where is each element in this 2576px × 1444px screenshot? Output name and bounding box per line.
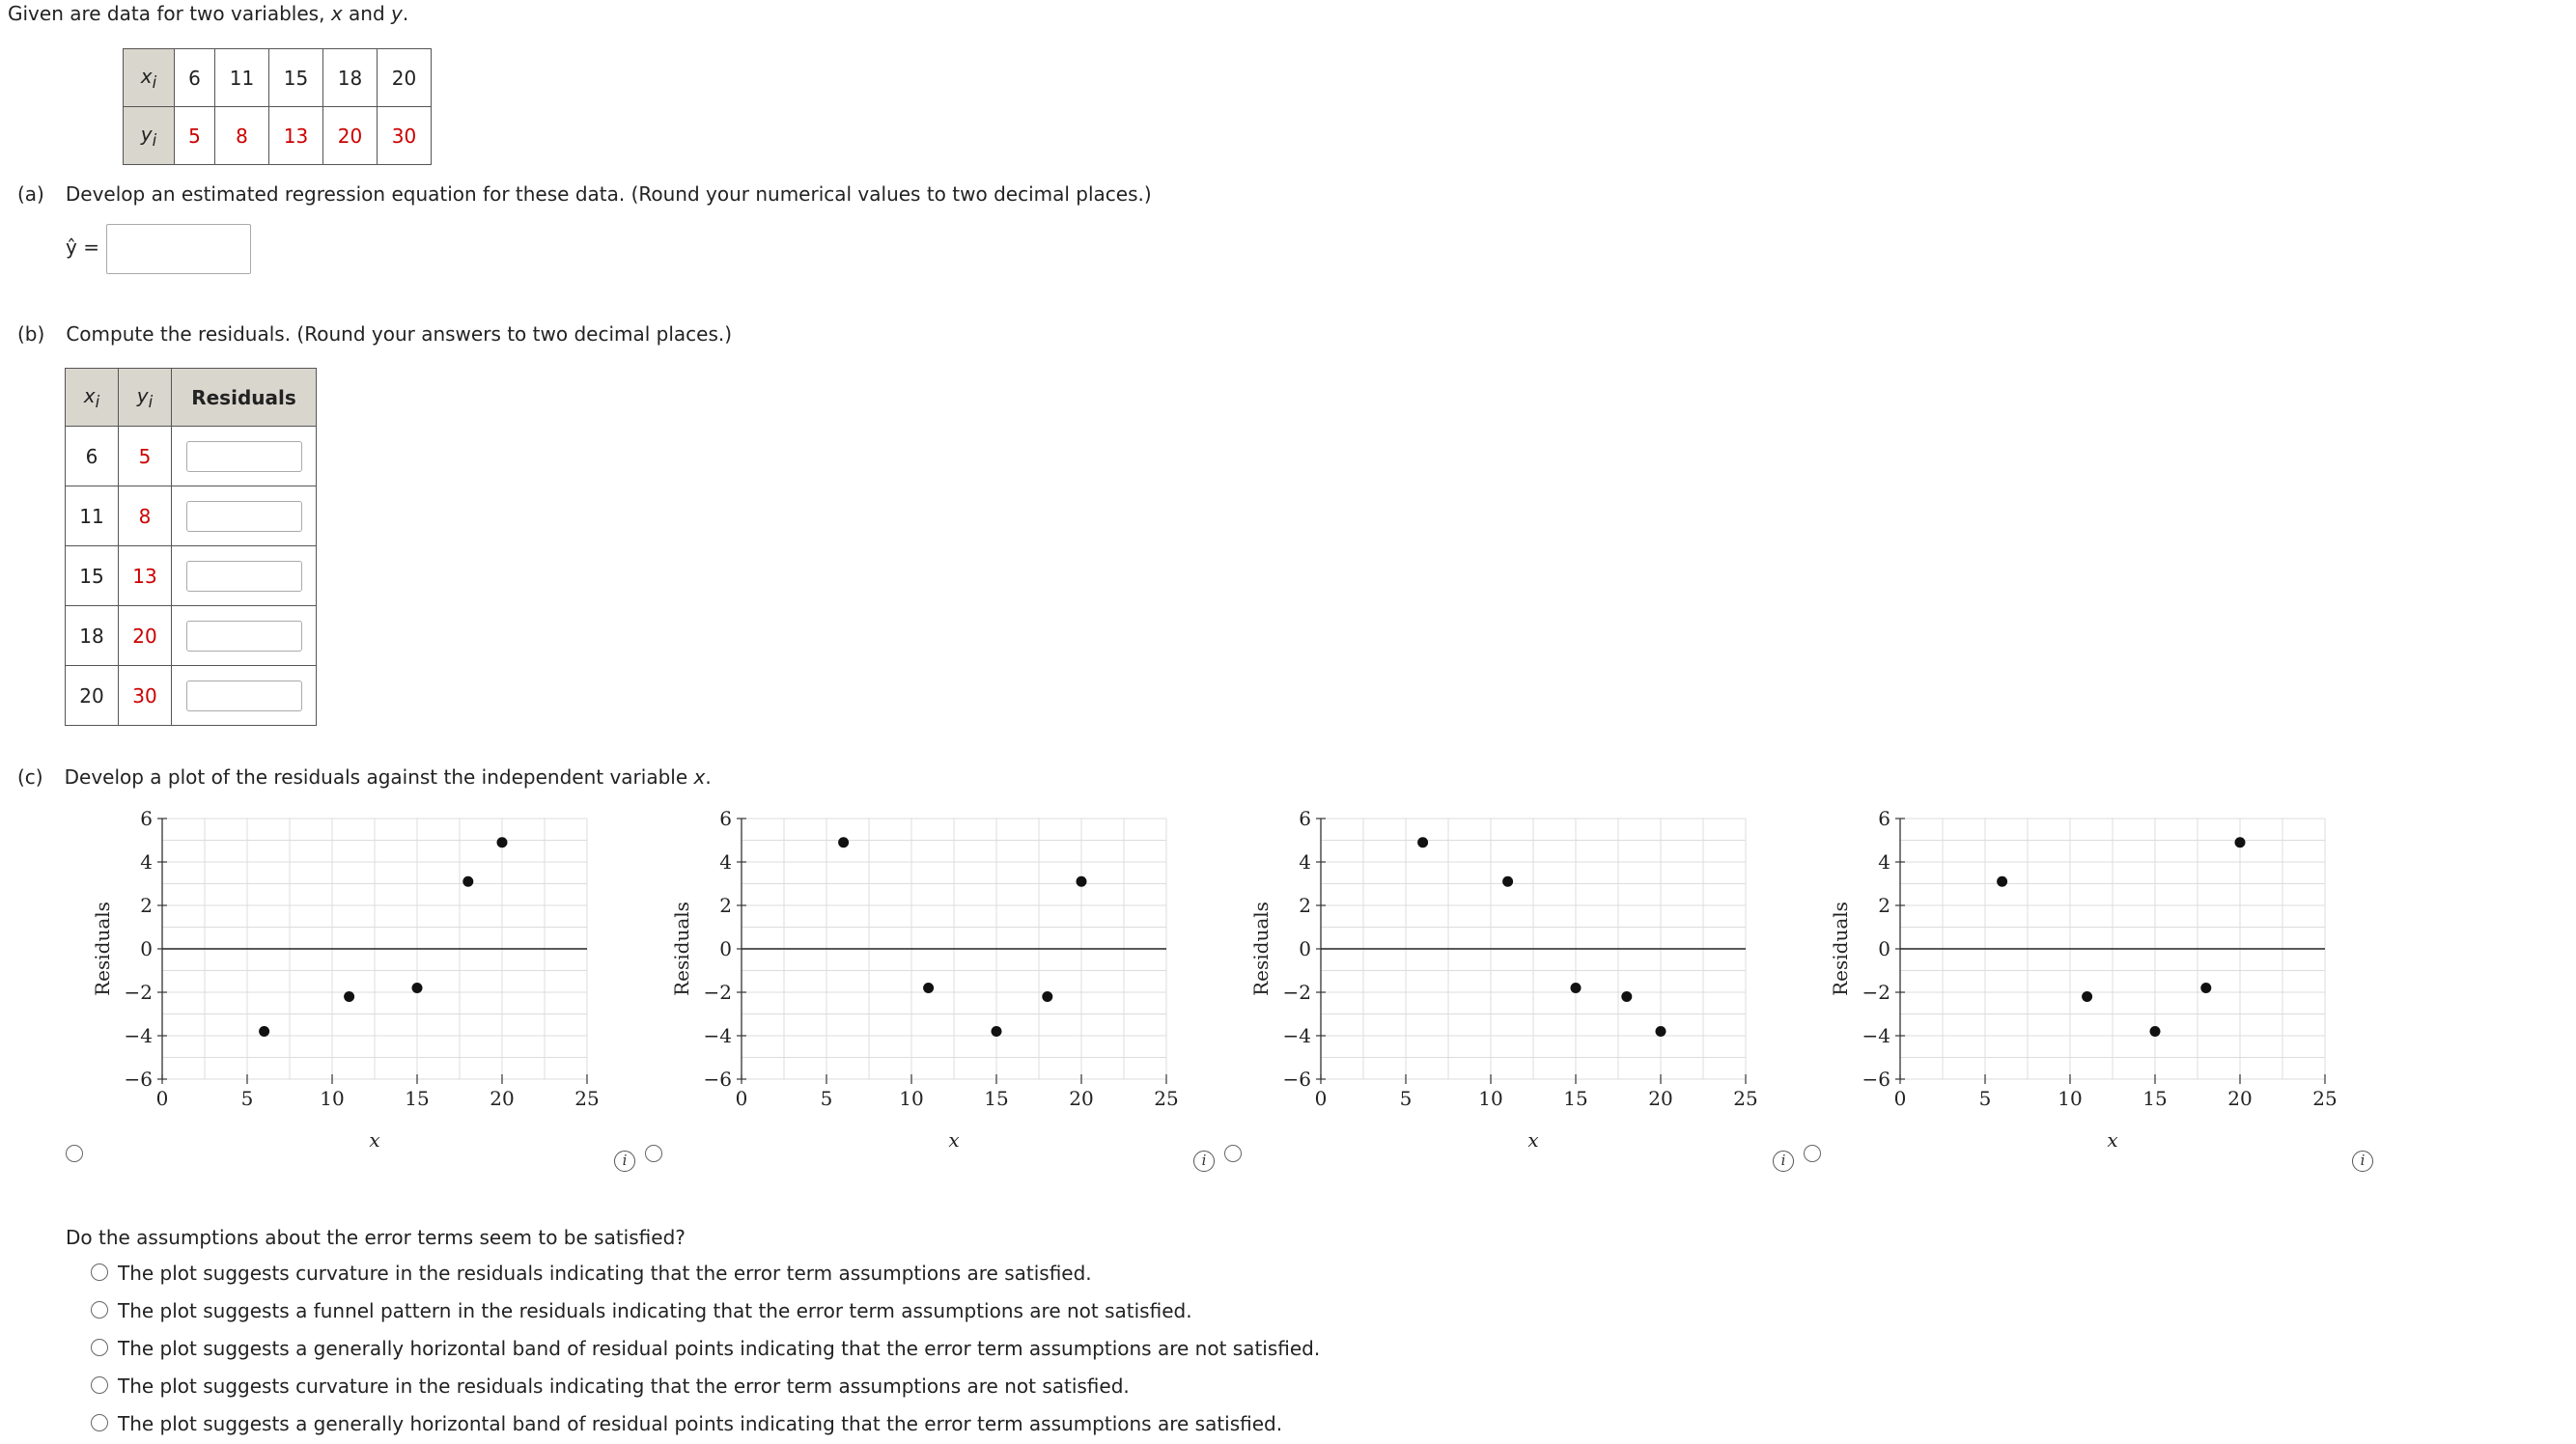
data-point — [2150, 1026, 2161, 1037]
y-tick-label: 2 — [719, 894, 732, 917]
x-value: 18 — [323, 49, 378, 107]
data-point — [497, 837, 508, 847]
y-value: 30 — [378, 107, 432, 165]
y-header: $y_i$ — [124, 107, 175, 165]
data-point — [2082, 991, 2092, 1002]
x-value: 15 — [269, 49, 323, 107]
table-row — [66, 486, 317, 546]
table-row — [66, 606, 317, 666]
data-point — [1417, 837, 1428, 847]
data-point — [2235, 837, 2246, 847]
x-value: 20 — [66, 666, 119, 726]
residuals-col-header: Residuals — [172, 369, 317, 427]
data-point — [838, 837, 849, 847]
x-tick-label: 20 — [1069, 1087, 1094, 1110]
info-icon[interactable]: i — [2352, 1151, 2373, 1172]
residual-plot-4 — [1815, 809, 2356, 1166]
y-tick-label: 2 — [1878, 894, 1890, 917]
x-tick-label: 25 — [574, 1087, 600, 1110]
y-tick-label: 0 — [140, 937, 153, 960]
answer-option-label[interactable]: The plot suggests curvature in the residuals indicating that the error term assumptions are satisfied. — [118, 1262, 1092, 1285]
table-row — [66, 666, 317, 726]
y-tick-label: 6 — [1878, 807, 1890, 830]
y-value: 20 — [323, 107, 378, 165]
info-icon[interactable]: i — [1773, 1151, 1794, 1172]
data-point — [259, 1026, 269, 1037]
y-tick-label: 4 — [1299, 850, 1311, 874]
residual-plot-1 — [77, 809, 618, 1166]
y-tick-label: 6 — [140, 807, 153, 830]
table-row — [66, 427, 317, 486]
answer-option-radio-1[interactable] — [91, 1264, 108, 1281]
y-tick-label: −6 — [703, 1068, 732, 1091]
x-tick-label: 25 — [1154, 1087, 1179, 1110]
data-point — [2200, 983, 2211, 993]
data-point — [1656, 1026, 1666, 1037]
x-value: 11 — [215, 49, 269, 107]
y-value: 13 — [269, 107, 323, 165]
data-point — [1502, 876, 1513, 887]
y-tick-label: 2 — [140, 894, 153, 917]
x-tick-label: 5 — [820, 1087, 833, 1110]
y-tick-label: −2 — [1862, 981, 1890, 1004]
data-point — [1621, 991, 1632, 1002]
y-value: 8 — [119, 486, 172, 546]
part-a-prompt: (a) Develop an estimated regression equation for these data. (Round your numerical values to two decimal places.) — [17, 182, 1152, 206]
data-point — [1042, 991, 1052, 1002]
data-table — [123, 48, 432, 165]
y-tick-label: −4 — [1282, 1024, 1311, 1047]
y-axis-label: Residuals — [91, 902, 114, 996]
y-tick-label: 0 — [1299, 937, 1311, 960]
residual-input[interactable] — [186, 561, 302, 592]
x-tick-label: 10 — [320, 1087, 345, 1110]
data-point — [992, 1026, 1002, 1037]
y-tick-label: −2 — [1282, 981, 1311, 1004]
part-c-prompt: (c) Develop a plot of the residuals against the independent variable x. — [17, 765, 712, 789]
residual-input[interactable] — [186, 680, 302, 711]
data-point — [412, 983, 423, 993]
y-tick-label: 6 — [1299, 807, 1311, 830]
x-tick-label: 20 — [490, 1087, 515, 1110]
data-point — [344, 991, 354, 1002]
x-value: 11 — [66, 486, 119, 546]
y-value: 8 — [215, 107, 269, 165]
x-value: 18 — [66, 606, 119, 666]
residual-plot-3 — [1236, 809, 1777, 1166]
y-axis-label: Residuals — [1249, 902, 1273, 996]
part-b-prompt: (b) Compute the residuals. (Round your answers to two decimal places.) — [17, 322, 733, 346]
residual-input[interactable] — [186, 621, 302, 652]
residual-plot-2 — [657, 809, 1197, 1166]
x-tick-label: 0 — [155, 1087, 169, 1110]
y-axis-label: Residuals — [670, 902, 693, 996]
regression-equation-input[interactable] — [106, 224, 251, 274]
x-tick-label: 10 — [899, 1087, 924, 1110]
answer-option-radio-2[interactable] — [91, 1301, 108, 1319]
residuals-table — [65, 368, 317, 726]
y-axis-label: Residuals — [1829, 902, 1852, 996]
data-point — [923, 983, 934, 993]
data-point — [462, 876, 473, 887]
x-tick-label: 5 — [1399, 1087, 1413, 1110]
y-tick-label: 4 — [1878, 850, 1890, 874]
y-tick-label: −4 — [703, 1024, 732, 1047]
y-tick-label: 2 — [1299, 894, 1311, 917]
y-tick-label: −6 — [1282, 1068, 1311, 1091]
y-value: 5 — [119, 427, 172, 486]
y-tick-label: 0 — [1878, 937, 1890, 960]
x-tick-label: 5 — [1978, 1087, 1992, 1110]
y-tick-label: −2 — [124, 981, 153, 1004]
x-header: $x_i$ — [124, 49, 175, 107]
x-tick-label: 0 — [735, 1087, 748, 1110]
x-axis-label: x — [2107, 1128, 2118, 1152]
x-tick-label: 0 — [1893, 1087, 1907, 1110]
y-tick-label: 4 — [140, 850, 153, 874]
y-tick-label: −6 — [1862, 1068, 1890, 1091]
answer-option-label[interactable]: The plot suggests a generally horizontal band of residual points indicating that the error term assumptions are satisfied. — [118, 1412, 1283, 1435]
y-tick-label: −2 — [703, 981, 732, 1004]
y-tick-label: −6 — [124, 1068, 153, 1091]
x-value: 6 — [66, 427, 119, 486]
x-tick-label: 20 — [2227, 1087, 2253, 1110]
assumptions-question: Do the assumptions about the error terms seem to be satisfied? — [66, 1226, 686, 1249]
x-tick-label: 15 — [1563, 1087, 1588, 1110]
x-axis-label: x — [369, 1128, 380, 1152]
x-tick-label: 0 — [1314, 1087, 1328, 1110]
x-tick-label: 20 — [1648, 1087, 1673, 1110]
answer-option-radio-4[interactable] — [91, 1376, 108, 1394]
x-value: 20 — [378, 49, 432, 107]
x-tick-label: 15 — [2142, 1087, 2168, 1110]
x-tick-label: 25 — [1733, 1087, 1758, 1110]
y-tick-label: 4 — [719, 850, 732, 874]
y-tick-label: −4 — [124, 1024, 153, 1047]
residual-input[interactable] — [186, 441, 302, 472]
y-tick-label: −4 — [1862, 1024, 1890, 1047]
data-point — [1077, 876, 1087, 887]
answer-option-label[interactable]: The plot suggests a generally horizontal band of residual points indicating that the error term assumptions are not satisfied. — [118, 1337, 1321, 1360]
data-point — [1571, 983, 1582, 993]
yhat-label: ŷ = — [66, 236, 99, 259]
y-value: 5 — [175, 107, 215, 165]
y-tick-label: 0 — [719, 937, 732, 960]
y-value: 30 — [119, 666, 172, 726]
y-value: 13 — [119, 546, 172, 606]
x-axis-label: x — [1527, 1128, 1539, 1152]
x-tick-label: 15 — [405, 1087, 430, 1110]
answer-option-radio-3[interactable] — [91, 1339, 108, 1356]
table-row — [66, 546, 317, 606]
info-icon[interactable]: i — [614, 1151, 635, 1172]
x-value: 15 — [66, 546, 119, 606]
answer-option-radio-5[interactable] — [91, 1414, 108, 1431]
answer-option-label[interactable]: The plot suggests a funnel pattern in the residuals indicating that the error term assumptions are not satisfied. — [118, 1299, 1192, 1322]
x-tick-label: 10 — [1478, 1087, 1503, 1110]
answer-option-label[interactable]: The plot suggests curvature in the residuals indicating that the error term assumptions are not satisfied. — [118, 1375, 1130, 1398]
x-tick-label: 25 — [2312, 1087, 2338, 1110]
intro-text: Given are data for two variables, x and y. — [8, 2, 409, 25]
x-value: 6 — [175, 49, 215, 107]
y-tick-label: 6 — [719, 807, 732, 830]
x-tick-label: 5 — [240, 1087, 254, 1110]
y-value: 20 — [119, 606, 172, 666]
data-point — [1997, 876, 2007, 887]
residuals-col-y: $y_i$ — [119, 369, 172, 427]
x-tick-label: 15 — [984, 1087, 1009, 1110]
residuals-col-x: $x_i$ — [66, 369, 119, 427]
x-axis-label: x — [948, 1128, 960, 1152]
residual-input[interactable] — [186, 501, 302, 532]
info-icon[interactable]: i — [1193, 1151, 1215, 1172]
x-tick-label: 10 — [2058, 1087, 2083, 1110]
